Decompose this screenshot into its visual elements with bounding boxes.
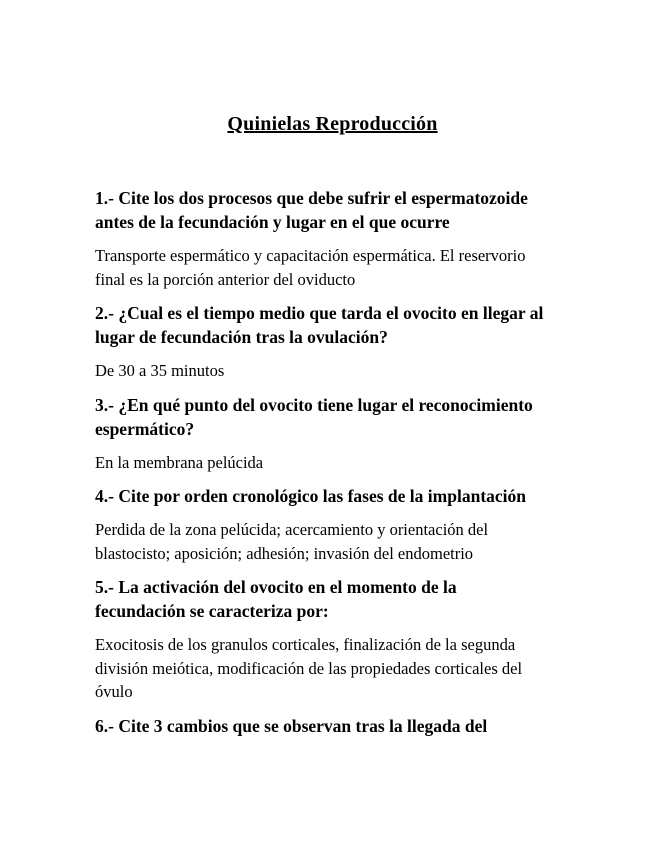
question-1: 1.- Cite los dos procesos que debe sufrir el espermatozoide antes de la fecundación y lugar en el que ocurre (95, 188, 528, 232)
qa-item-1 (95, 186, 550, 291)
answer-5: Exocitosis de los granulos corticales, finalización de la segunda división meiótica, modificación de las propiedades corticales del óvulo (95, 635, 523, 701)
question-6: 6.- Cite 3 cambios que se observan tras la llegada del (95, 715, 488, 736)
answer-2: De 30 a 35 minutos (95, 361, 225, 380)
qa-item-4 (95, 484, 550, 565)
answer-4: Perdida de la zona pelúcida; acercamiento y orientación del blastocisto; aposición; adhesión; invasión del endometrio (95, 520, 489, 563)
answer-3: En la membrana pelúcida (95, 452, 264, 472)
qa-item-2 (95, 301, 550, 383)
document-title: Quinielas Reproducción (227, 113, 438, 135)
question-4: 4.- Cite por orden cronológico las fases de la implantación (95, 486, 527, 506)
answer-1: Transporte espermático y capacitación espermática. El reservorio final es la porción anterior del oviducto (95, 246, 526, 289)
qa-item-3 (95, 393, 550, 475)
document-page (95, 110, 550, 748)
qa-item-5 (95, 575, 550, 704)
question-3: 3.- ¿En qué punto del ovocito tiene lugar el reconocimiento espermático? (95, 394, 533, 439)
question-2: 2.- ¿Cual es el tiempo medio que tarda el ovocito en llegar al lugar de fecundación tras la ovulación? (95, 303, 544, 347)
qa-item-6 (95, 714, 550, 738)
question-5: 5.- La activación del ovocito en el momento de la fecundación se caracteriza por: (95, 577, 457, 621)
